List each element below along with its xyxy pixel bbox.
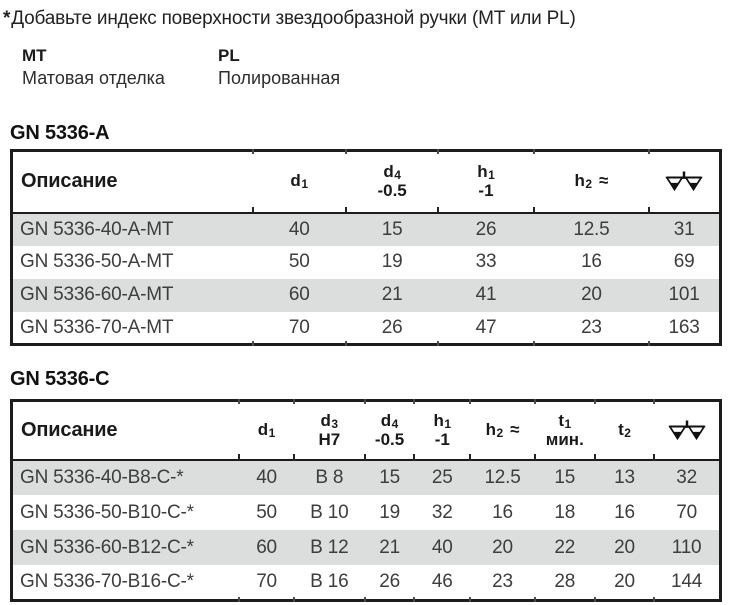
value-t1: 15 xyxy=(554,467,576,489)
value-h2: 23 xyxy=(534,312,649,345)
finish-mt xyxy=(22,46,218,89)
value-h1: 40 xyxy=(431,536,453,558)
value-weight: 31 xyxy=(673,218,695,240)
value-h1: 41 xyxy=(475,284,497,306)
value-h1: 32 xyxy=(431,501,453,523)
finish-code: PL xyxy=(218,45,240,65)
column-header-d1: d1 xyxy=(239,401,293,461)
part-number: GN 5336-60-A-MT xyxy=(20,284,174,306)
value-d4: 26 xyxy=(365,565,414,600)
value-d1: 40 xyxy=(288,218,310,240)
value-d4: 15 xyxy=(381,218,403,240)
table-row xyxy=(12,530,721,565)
table-gn5336-a xyxy=(10,149,722,347)
table-c-title: GN 5336-C xyxy=(10,368,110,391)
value-d4: 26 xyxy=(346,312,438,345)
column-header-d4: d4 -0.5 xyxy=(365,401,414,461)
column-header-d1: d1 xyxy=(253,150,346,213)
part-number: GN 5336-60-B12-C-* xyxy=(20,536,194,558)
part-number: GN 5336-40-A-MT xyxy=(20,218,174,240)
column-header-t1: t1 мин. xyxy=(535,401,595,461)
value-d4: 21 xyxy=(379,536,400,558)
value-d1: 70 xyxy=(253,312,346,345)
finish-pl xyxy=(218,46,414,89)
footnote-asterisk: * xyxy=(3,8,11,29)
tolerance-label: -1 xyxy=(434,430,450,450)
value-h2: 12.5 xyxy=(573,218,610,240)
value-t2: 20 xyxy=(614,536,635,558)
weight-scale-icon xyxy=(668,420,706,441)
table-row xyxy=(12,213,721,246)
footnote-text: Добавьте индекс поверхности звездообразной ручки (MT или PL) xyxy=(11,8,576,29)
value-d1: 60 xyxy=(288,284,310,306)
value-d3: B 16 xyxy=(294,565,365,600)
value-weight: 163 xyxy=(649,312,720,345)
tolerance-label: -1 xyxy=(478,181,494,201)
value-d3: B 8 xyxy=(315,467,344,489)
table-row xyxy=(12,495,721,530)
value-h2: 12.5 xyxy=(484,467,521,489)
value-d3: B 12 xyxy=(310,536,349,558)
column-header-description: Описание xyxy=(12,150,253,213)
value-d1: 40 xyxy=(256,467,277,489)
column-header-d4: d4 -0.5 xyxy=(346,150,438,213)
value-t1: 22 xyxy=(554,536,576,558)
column-header-h1: h1 -1 xyxy=(438,150,533,213)
value-h1: 46 xyxy=(414,565,470,600)
value-h1: 33 xyxy=(475,251,497,273)
value-d4: 15 xyxy=(379,467,400,489)
table-row xyxy=(12,565,721,600)
column-header-h2: h2 ≈ xyxy=(470,401,534,461)
column-header-t2: t2 xyxy=(595,401,654,461)
table-gn5336-c xyxy=(10,399,722,602)
part-number: GN 5336-70-B16-C-* xyxy=(20,571,194,593)
tolerance-label: -0.5 xyxy=(374,430,405,450)
value-d4: 21 xyxy=(381,284,403,306)
value-weight: 101 xyxy=(668,284,700,306)
column-header-d3: d3 H7 xyxy=(294,401,365,461)
value-h1: 26 xyxy=(475,218,497,240)
table-row xyxy=(12,246,721,279)
value-h2: 20 xyxy=(581,284,602,306)
part-number: GN 5336-50-A-MT xyxy=(20,251,174,273)
value-weight: 70 xyxy=(676,501,697,523)
weight-scale-icon xyxy=(665,171,703,192)
value-d3: B 10 xyxy=(310,501,349,523)
value-t2: 20 xyxy=(595,565,654,600)
finish-label: Матовая отделка xyxy=(22,67,165,88)
tolerance-label: H7 xyxy=(318,430,341,450)
value-d4: 19 xyxy=(381,251,403,273)
value-t2: 13 xyxy=(614,467,635,489)
value-d1: 50 xyxy=(256,501,277,523)
column-header-description: Описание xyxy=(12,401,240,461)
column-header-h1: h1 -1 xyxy=(414,401,470,461)
part-number: GN 5336-40-B8-C-* xyxy=(20,467,184,489)
min-label: мин. xyxy=(545,430,584,450)
table-c-header-row xyxy=(12,401,721,461)
value-h2: 23 xyxy=(470,565,534,600)
value-weight: 32 xyxy=(676,467,697,489)
part-number: GN 5336-50-B10-C-* xyxy=(20,501,194,523)
value-d1: 50 xyxy=(288,251,310,273)
table-a-title: GN 5336-A xyxy=(10,121,110,144)
value-t1: 28 xyxy=(535,565,595,600)
table-a-header-row xyxy=(12,150,721,213)
finish-code: MT xyxy=(22,45,47,65)
value-h2: 20 xyxy=(492,536,513,558)
value-d1: 60 xyxy=(256,536,277,558)
value-h1: 47 xyxy=(438,312,533,345)
column-header-weight xyxy=(654,401,720,461)
column-header-weight xyxy=(649,150,720,213)
value-t1: 18 xyxy=(554,501,576,523)
value-h1: 25 xyxy=(431,467,453,489)
finish-legend xyxy=(22,46,731,89)
value-t2: 16 xyxy=(614,501,635,523)
value-weight: 69 xyxy=(673,251,695,273)
value-h2: 16 xyxy=(492,501,513,523)
value-d4: 19 xyxy=(379,501,400,523)
table-row xyxy=(12,279,721,312)
surface-index-footnote xyxy=(3,8,731,31)
table-row xyxy=(12,460,721,495)
value-d1: 70 xyxy=(239,565,293,600)
table-row xyxy=(12,312,721,345)
column-header-h2: h2 ≈ xyxy=(534,150,649,213)
value-weight: 144 xyxy=(654,565,720,600)
value-h2: 16 xyxy=(581,251,602,273)
value-weight: 110 xyxy=(671,536,702,558)
finish-label: Полированная xyxy=(218,67,341,88)
tolerance-label: -0.5 xyxy=(377,181,407,201)
part-number: GN 5336-70-A-MT xyxy=(20,316,174,338)
